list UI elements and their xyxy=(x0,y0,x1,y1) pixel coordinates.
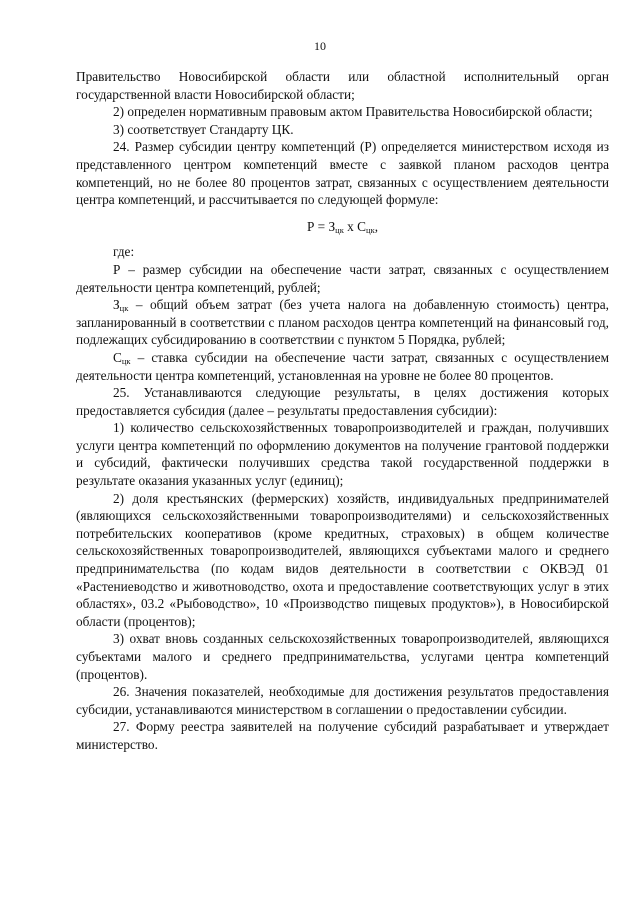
paragraph-25-item-1: 1) количество сельскохозяйственных товаропроизводителей и граждан, получивших услуги центра компетенций по оформлению документов на получение грантовой поддержки и субсидий, фактически получивших средства такой государственной поддержки в результате оказания указанных услуг (единиц); xyxy=(76,420,609,489)
where-label: где: xyxy=(113,244,135,260)
definition-c-symbol: С xyxy=(113,349,122,365)
definition-c-sub: цк xyxy=(121,355,131,366)
paragraph-25-item-2: 2) доля крестьянских (фермерских) хозяйств, индивидуальных предпринимателей (являющихся сельскохозяйственными товаропроизводителями) и сельскохозяйственных потребительских кооперативов (кроме кредитных, страховых) в общем количестве сельскохозяйственных товаропроизводителей, являющихся субъектами малого и среднего предпринимательства (по кодам видов деятельности в соответствии с ОКВЭД 01 «Растениеводство и животноводство, охота и предоставление соответствующих услуг в этих областях», 03.2 «Рыбоводство», 10 «Производство пищевых продуктов»), в Новосибирской области (процентов); xyxy=(76,490,609,629)
definition-z-symbol: З xyxy=(113,297,120,313)
paragraph-continuation: Правительство Новосибирской области или областной исполнительный орган государственной власти Новосибирской области; xyxy=(76,69,609,102)
formula-mid: х С xyxy=(343,218,367,234)
definition-p: Р – размер субсидии на обеспечение части затрат, связанных с осуществлением деятельности центра компетенций, рублей; xyxy=(76,261,609,295)
subsidy-formula xyxy=(76,218,609,236)
definition-z xyxy=(76,296,609,349)
document-body xyxy=(76,68,609,754)
formula-sub-1: цк xyxy=(335,224,344,235)
formula-left: Р = З xyxy=(306,218,336,234)
paragraph-item-2: 2) определен нормативным правовым актом Правительства Новосибирской области; xyxy=(113,104,593,120)
paragraph-25: 25. Устанавливаются следующие результаты, в целях достижения которых предоставляется субсидия (далее – результаты предоставления субсидии): xyxy=(76,385,609,418)
formula-sub-2: цк xyxy=(366,224,375,235)
definition-c-text: – ставка субсидии на обеспечение части затрат, связанных с осуществлением деятельности центра компетенций, установленная на уровне не более 80 процентов. xyxy=(76,349,609,383)
definition-z-sub: цк xyxy=(119,303,129,314)
definition-c xyxy=(76,349,609,384)
paragraph-26: 26. Значения показателей, необходимые для достижения результатов предоставления субсидии, устанавливаются министерством в соглашении о предоставлении субсидии. xyxy=(76,684,609,717)
paragraph-item-3: 3) соответствует Стандарту ЦК. xyxy=(113,121,294,137)
paragraph-24: 24. Размер субсидии центру компетенций (Р) определяется министерством исходя из представленного центром компетенций вместе с заявкой планом расходов центра компетенций, но не более 80 процентов затрат, связанных с осуществлением деятельности центра компетенций, и рассчитывается по следующей формуле: xyxy=(76,139,609,208)
paragraph-27: 27. Форму реестра заявителей на получение субсидий разрабатывает и утверждает министерство. xyxy=(76,719,609,752)
paragraph-25-item-3: 3) охват вновь созданных сельскохозяйственных товаропроизводителей, являющихся субъектами малого и среднего предпринимательства, услугами центра компетенций (процентов). xyxy=(76,631,609,682)
page-number: 10 xyxy=(314,39,326,53)
definition-z-text: – общий объем затрат (без учета налога на добавленную стоимость) центра, запланированный в соответствии с планом расходов центра компетенций на финансовый год, подлежащих субсидированию в соответствии с пунктом 5 Порядка, рублей; xyxy=(76,297,609,348)
formula-tail: , xyxy=(374,218,379,234)
